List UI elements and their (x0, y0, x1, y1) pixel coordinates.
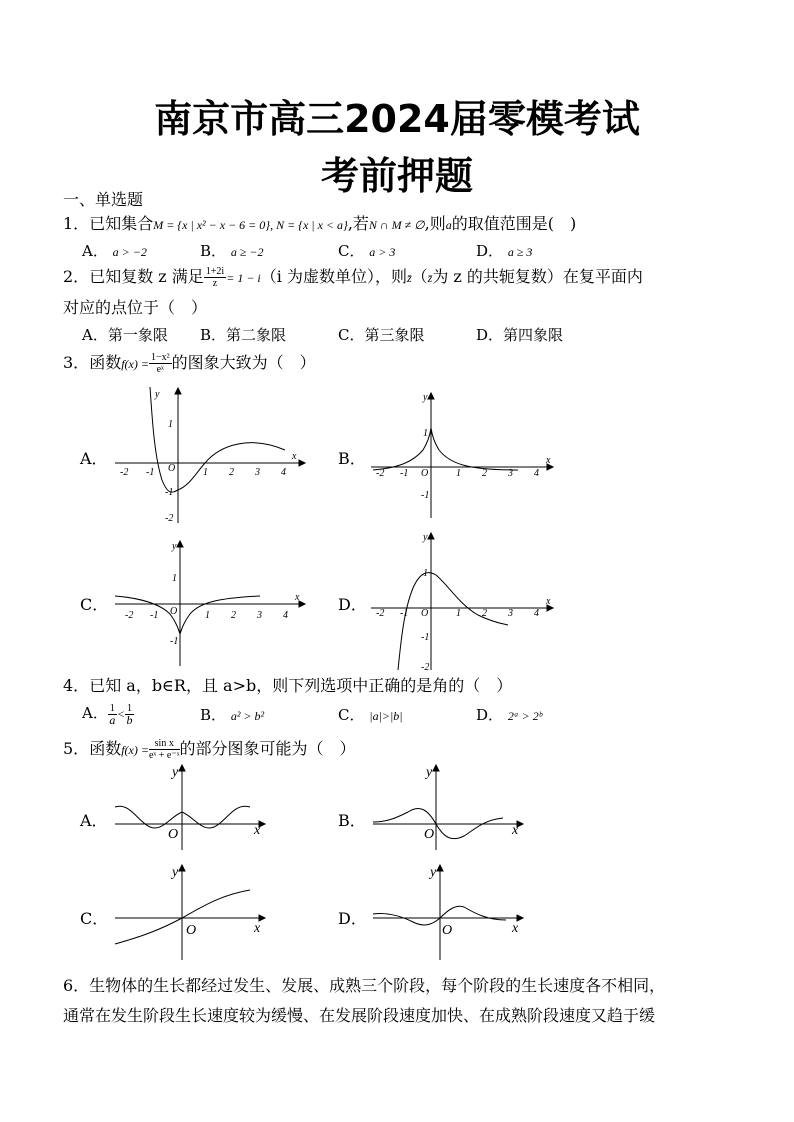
svg-text:O: O (421, 608, 429, 619)
q1-set-n: , N = {x | x < a} (270, 218, 348, 232)
q1-option-b: B． a ≥ −2 (200, 242, 264, 260)
svg-text:4: 4 (281, 467, 286, 478)
question-1 (63, 214, 576, 235)
svg-text:O: O (186, 923, 197, 938)
question-3: 3．函数f(x) = $\frac{\text{1−x²}}{\text{eˣ}}$ 的图象大致为（ ） (63, 352, 316, 375)
q3-label-d: D． (338, 595, 367, 614)
svg-text:O: O (442, 923, 453, 938)
svg-text:-1: -1 (400, 468, 409, 479)
question-6-line-1: 6．生物体的生长都经过发生、发展、成熟三个阶段，每个阶段的生长速度各不相同， (63, 976, 666, 995)
svg-text:x: x (512, 823, 519, 838)
svg-text:-1: -1 (150, 610, 159, 621)
q1-var: a (445, 218, 452, 232)
svg-text:y: y (426, 765, 433, 780)
svg-text:O: O (424, 827, 435, 842)
q2-option-b: B．第二象限 (200, 326, 287, 344)
question-4: 4．已知 a，b∈R，且 a>b，则下列选项中正确的是角的（ ） (63, 676, 513, 695)
origin-label: O (168, 463, 176, 474)
svg-text:1: 1 (203, 467, 208, 478)
question-5: 5．函数f(x) = $\frac{\text{sin x}}{\text{eˣ + e⁻ˣ}}$ 的部分图象可能为（ ） (63, 738, 356, 761)
question-6-line-2: 通常在发生阶段生长速度较为缓慢、在发展阶段速度加快、在成熟阶段速度又趋于缓 (63, 1006, 656, 1025)
q1-option-c: C． a > 3 (338, 242, 396, 260)
svg-text:-2: -2 (165, 513, 174, 524)
svg-text:-2: -2 (120, 467, 129, 478)
svg-text:x: x (546, 455, 551, 466)
svg-text:y: y (172, 541, 177, 552)
svg-text:-2: -2 (125, 610, 134, 621)
q3-fraction: $\frac{\text{1−x²}}{\text{eˣ}}$ (150, 352, 170, 375)
svg-text:y: y (423, 532, 428, 543)
q5-label-d: D． (338, 909, 367, 928)
q3-graph-a (110, 385, 310, 525)
question-2: 2．已知复数 z 满足 $\frac{1+2i}{z}$ = 1 − i（i 为虚数单位），则z̄（z̄为 z 的共轭复数）在复平面内 (63, 266, 643, 289)
svg-text:1: 1 (456, 468, 461, 479)
svg-text:4: 4 (534, 468, 539, 479)
q2-option-c: C．第三象限 (338, 326, 425, 344)
q1-option-d: D． a ≥ 3 (476, 242, 533, 260)
svg-text:x: x (512, 921, 519, 936)
q1-prefix: 已知集合 (89, 214, 154, 233)
section-heading: 一、单选题 (63, 190, 144, 209)
q3-label-c: C． (80, 595, 109, 614)
q5-label-b: B． (338, 811, 366, 830)
svg-text:1: 1 (423, 428, 428, 439)
svg-text:3: 3 (508, 608, 513, 619)
svg-text:x: x (254, 823, 261, 838)
q3-graph-b (368, 390, 558, 520)
svg-text:-1: -1 (165, 487, 174, 498)
svg-text:1: 1 (423, 568, 428, 579)
q1-num: 1． (63, 214, 90, 233)
svg-text:y: y (423, 392, 428, 403)
q3-label-a: A． (80, 449, 108, 468)
q3-graph-d (368, 530, 558, 672)
svg-text:x: x (292, 451, 297, 462)
svg-text:-1: -1 (146, 467, 155, 478)
svg-text:1: 1 (172, 573, 177, 584)
q5-graph-a (110, 762, 270, 852)
svg-text:-1: -1 (170, 636, 179, 647)
q5-fraction: $\frac{\text{sin x}}{\text{eˣ + e⁻ˣ}}$ (148, 738, 180, 761)
svg-text:-2: -2 (421, 662, 430, 672)
q4-option-b: B． a² > b² (200, 706, 265, 724)
q1-mid: ,若 (347, 214, 369, 233)
svg-text:3: 3 (508, 468, 513, 479)
svg-text:1: 1 (456, 608, 461, 619)
svg-text:3: 3 (255, 467, 260, 478)
q1-option-a: A． a > −2 (82, 242, 147, 260)
q1-cond: N ∩ M ≠ ∅ (368, 218, 425, 232)
q5-label-c: C． (80, 909, 109, 928)
svg-text:y: y (172, 865, 179, 880)
q3-graph-c (110, 538, 310, 668)
svg-text:O: O (168, 827, 179, 842)
q2-option-a: A．第一象限 (82, 326, 168, 344)
svg-text:4: 4 (534, 608, 539, 619)
svg-text:-1: -1 (421, 490, 430, 501)
svg-text:y: y (155, 389, 160, 400)
svg-text:y: y (430, 865, 437, 880)
page-title: 南京市高三2024届零模考试 (154, 97, 640, 141)
q4-option-a: A． $\frac{1}{a}$ < $\frac{1}{b}$ (82, 702, 133, 727)
page-subtitle: 考前押题 (320, 154, 473, 198)
svg-text:4: 4 (283, 610, 288, 621)
svg-text:x: x (254, 921, 261, 936)
q5-label-a: A． (80, 811, 108, 830)
svg-text:O: O (170, 606, 178, 617)
q2-option-d: D．第四象限 (476, 326, 564, 344)
svg-text:-1: -1 (421, 632, 430, 643)
q2-fraction: $\frac{1+2i}{z}$ (205, 266, 225, 289)
svg-text:2: 2 (229, 467, 234, 478)
svg-text:2: 2 (482, 468, 487, 479)
svg-text:y: y (172, 765, 179, 780)
q5-graph-d (368, 862, 528, 962)
q4-option-c: C． |a|>|b| (338, 706, 403, 724)
svg-text:O: O (421, 468, 429, 479)
q1-tail2: 的取值范围是( ) (451, 214, 577, 233)
svg-text:x: x (295, 592, 300, 603)
svg-text:1: 1 (205, 610, 210, 621)
q1-set-m: M = {x | x² − x − 6 = 0} (153, 218, 271, 232)
svg-text:x: x (546, 596, 551, 607)
q2-line-2: 对应的点位于（ ） (63, 298, 208, 317)
svg-text:-1: -1 (400, 608, 409, 619)
svg-text:2: 2 (231, 610, 236, 621)
q5-graph-c (110, 862, 270, 962)
q1-tail1: ,则 (424, 214, 446, 233)
svg-text:-2: -2 (376, 608, 385, 619)
svg-text:3: 3 (257, 610, 262, 621)
svg-text:-2: -2 (376, 468, 385, 479)
q4-option-d: D． 2ᵃ > 2ᵇ (476, 706, 542, 724)
q5-graph-b (368, 762, 528, 852)
svg-text:2: 2 (482, 608, 487, 619)
q3-label-b: B． (338, 449, 366, 468)
svg-text:1: 1 (168, 419, 173, 430)
